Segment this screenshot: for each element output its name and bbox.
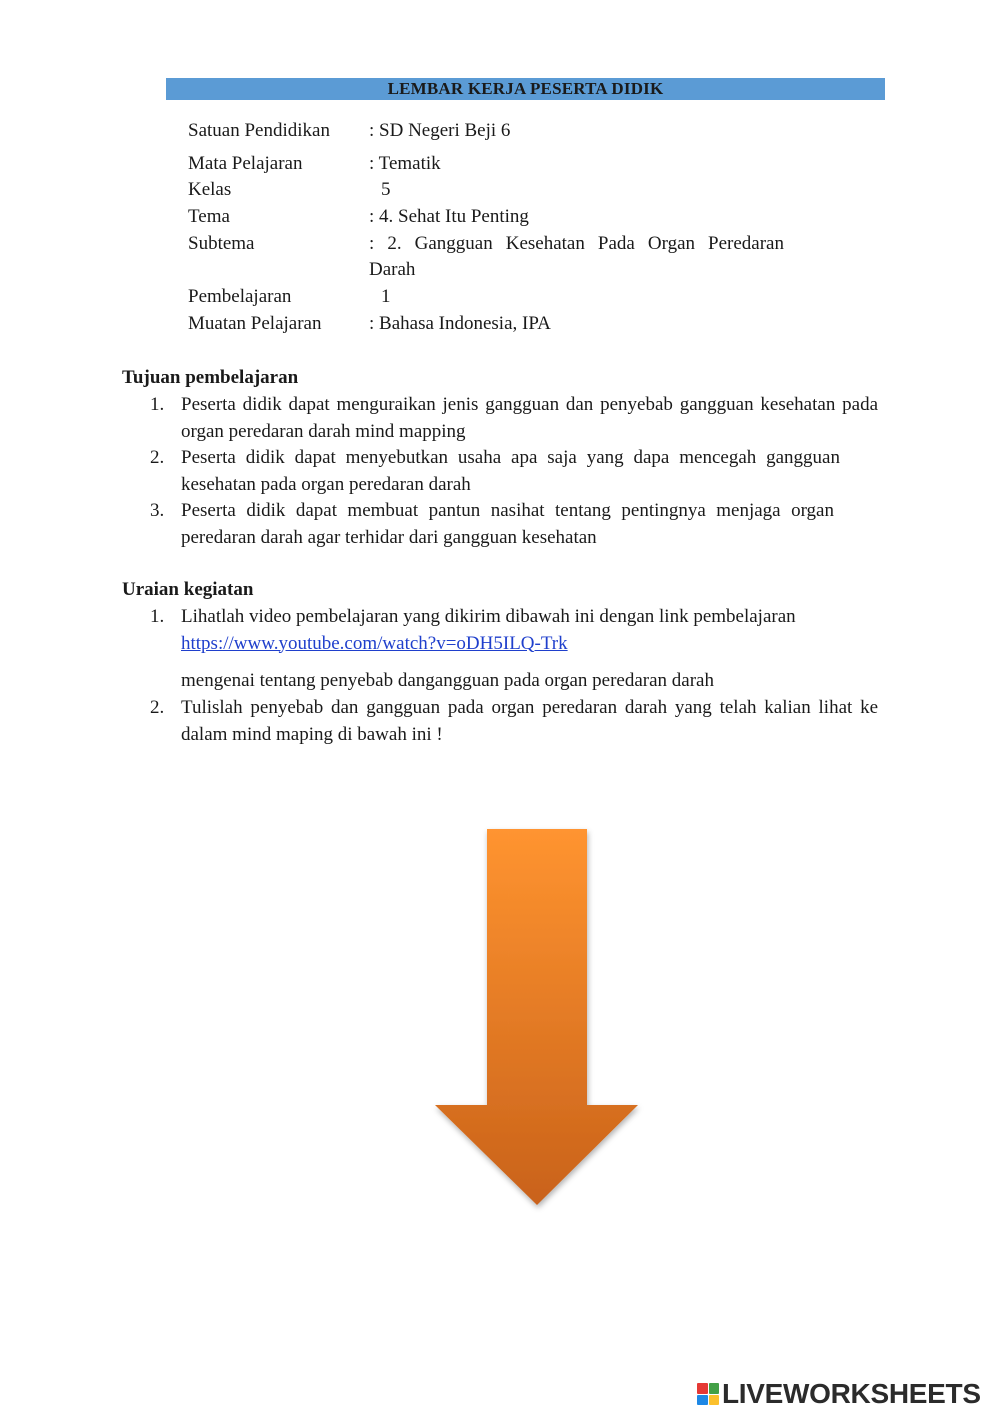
meta-label: Mata Pelajaran bbox=[188, 153, 303, 174]
meta-label: Muatan Pelajaran bbox=[188, 313, 322, 334]
uraian-note: mengenai tentang penyebab dangangguan pada organ peredaran darah bbox=[181, 670, 714, 691]
list-text bbox=[181, 604, 878, 657]
meta-value: 1 bbox=[381, 286, 391, 307]
meta-label: Kelas bbox=[188, 179, 232, 200]
uraian-instruction: Lihatlah video pembelajaran yang dikirim dibawah ini dengan link pembelajaran bbox=[181, 606, 796, 627]
list-text: Peserta didik dapat menyebutkan usaha apa saja yang dapa mencegah gangguan kesehatan pada organ peredaran darah bbox=[181, 447, 840, 495]
tujuan-item bbox=[150, 392, 878, 445]
list-number: 2. bbox=[150, 447, 165, 468]
meta-label: Subtema bbox=[188, 233, 255, 254]
list-text: Peserta didik dapat menguraikan jenis gangguan dan penyebab gangguan kesehatan pada organ peredaran darah mind mapping bbox=[181, 394, 878, 442]
tujuan-heading: Tujuan pembelajaran bbox=[122, 367, 299, 388]
list-number: 1. bbox=[150, 394, 165, 415]
list-text: Peserta didik dapat membuat pantun nasihat tentang pentingnya menjaga organ peredaran darah agar terhidar dari gangguan kesehatan bbox=[181, 500, 834, 548]
logo-text: LIVEWORKSHEETS bbox=[722, 1378, 981, 1409]
down-arrow-icon bbox=[430, 825, 645, 1215]
youtube-link[interactable]: https://www.youtube.com/watch?v=oDH5ILQ-Trk bbox=[181, 632, 568, 654]
liveworksheets-logo bbox=[697, 1378, 981, 1410]
meta-value: : Bahasa Indonesia, IPA bbox=[369, 313, 551, 334]
uraian-heading: Uraian kegiatan bbox=[122, 579, 254, 600]
list-number: 2. bbox=[150, 697, 165, 718]
worksheet-title: LEMBAR KERJA PESERTA DIDIK bbox=[166, 78, 885, 100]
list-number: 3. bbox=[150, 500, 165, 521]
meta-value: : 4. Sehat Itu Penting bbox=[369, 206, 529, 227]
list-text: Tulislah penyebab dan gangguan pada organ peredaran darah yang telah kalian lihat ke dalam mind maping di bawah ini ! bbox=[181, 697, 878, 745]
meta-value: : Tematik bbox=[369, 153, 441, 174]
meta-value: : SD Negeri Beji 6 bbox=[369, 120, 511, 141]
meta-label: Pembelajaran bbox=[188, 286, 292, 307]
meta-value: : 2. Gangguan Kesehatan Pada Organ Peredaran Darah bbox=[369, 233, 784, 280]
tujuan-item bbox=[150, 445, 840, 498]
logo-mark-icon bbox=[697, 1383, 719, 1405]
meta-value: 5 bbox=[381, 179, 391, 200]
meta-label: Tema bbox=[188, 206, 230, 227]
meta-label: Satuan Pendidikan bbox=[188, 120, 330, 141]
tujuan-item bbox=[150, 498, 834, 551]
list-number: 1. bbox=[150, 606, 165, 627]
uraian-item bbox=[150, 604, 878, 657]
uraian-item bbox=[150, 695, 878, 748]
